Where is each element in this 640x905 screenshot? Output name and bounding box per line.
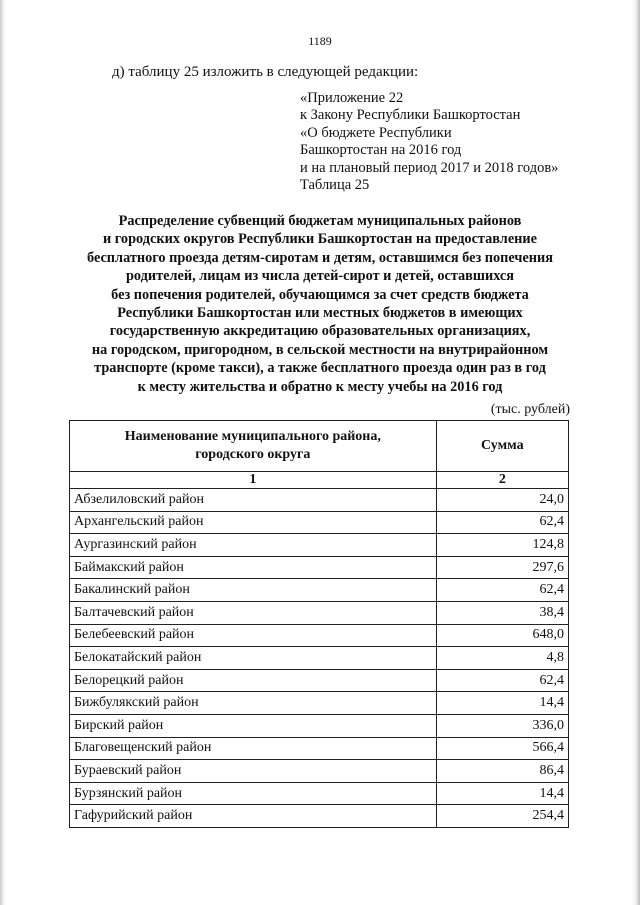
annex-line: к Закону Республики Башкортостан (300, 107, 521, 124)
amount-cell: 297,6 (436, 556, 568, 579)
table-row (70, 579, 569, 602)
amount-cell: 254,4 (436, 805, 568, 828)
annex-line: «О бюджете Республики (300, 124, 452, 141)
table-row (70, 669, 569, 692)
amount-cell: 124,8 (436, 534, 568, 557)
amount-cell: 62,4 (436, 669, 568, 692)
page-edge-right (632, 0, 640, 905)
amount-cell: 62,4 (436, 511, 568, 534)
table-row (70, 782, 569, 805)
subvention-table (69, 420, 569, 828)
amount-cell: 24,0 (436, 489, 568, 512)
table-header-row (70, 421, 569, 472)
header-name-cell (70, 421, 437, 472)
district-name-cell: Белебеевский район (70, 624, 437, 647)
table-row (70, 805, 569, 828)
header-name-line: Наименование муниципального района, (124, 429, 381, 444)
table-row (70, 601, 569, 624)
table-row (70, 556, 569, 579)
table-row (70, 714, 569, 737)
district-name-cell: Бижбулякский район (70, 692, 437, 715)
table-row (70, 624, 569, 647)
district-name-cell: Архангельский район (70, 511, 437, 534)
district-name-cell: Белокатайский район (70, 647, 437, 670)
heading-line: на городском, пригородном, в сельской местности на внутрирайонном (91, 341, 549, 358)
district-name-cell: Бураевский район (70, 760, 437, 783)
amount-cell: 62,4 (436, 579, 568, 602)
heading-line: родителей, лицам из числа детей-сирот и детей, оставшихся (125, 268, 515, 285)
district-name-cell: Балтачевский район (70, 601, 437, 624)
district-name-cell: Бурзянский район (70, 782, 437, 805)
table-heading (60, 212, 580, 396)
district-name-cell: Бакалинский район (70, 579, 437, 602)
district-name-cell: Благовещенский район (70, 737, 437, 760)
amount-cell: 14,4 (436, 782, 568, 805)
amount-cell: 566,4 (436, 737, 568, 760)
table-row (70, 647, 569, 670)
heading-line: и городских округов Республики Башкортостан на предоставление (102, 231, 537, 248)
column-number-2: 2 (436, 472, 568, 489)
district-name-cell: Аургазинский район (70, 534, 437, 557)
table-row (70, 692, 569, 715)
unit-label: (тыс. рублей) (490, 402, 570, 417)
heading-line: транспорте (кроме такси), а также бесплатного проезда один раз в год (94, 360, 546, 377)
heading-line: без попечения родителей, обучающимся за счет средств бюджета (111, 286, 529, 303)
table-row (70, 534, 569, 557)
amount-cell: 38,4 (436, 601, 568, 624)
heading-line: к месту жительства и обратно к месту учебы на 2016 год (137, 378, 503, 395)
heading-line: Республики Башкортостан или местных бюджетов в имеющих (117, 305, 523, 322)
amount-cell: 648,0 (436, 624, 568, 647)
table-row (70, 737, 569, 760)
table-row (70, 489, 569, 512)
annex-line: «Приложение 22 (300, 90, 404, 106)
header-name-line: городского округа (195, 447, 311, 462)
district-name-cell: Белорецкий район (70, 669, 437, 692)
table-row (70, 760, 569, 783)
district-name-cell: Гафурийский район (70, 805, 437, 828)
district-name-cell: Баймакский район (70, 556, 437, 579)
amount-cell: 336,0 (436, 714, 568, 737)
annex-line: и на плановый период 2017 и 2018 годов» (300, 159, 559, 176)
table-row (70, 511, 569, 534)
district-name-cell: Бирский район (70, 714, 437, 737)
instruction-text: д) таблицу 25 изложить в следующей редакции: (112, 64, 419, 80)
amount-cell: 14,4 (436, 692, 568, 715)
header-sum-cell: Сумма (436, 421, 568, 472)
annex-reference (300, 90, 558, 194)
district-name-cell: Абзелиловский район (70, 489, 437, 512)
annex-line: Башкортостан на 2016 год (300, 142, 462, 159)
page-edge-left (0, 0, 6, 905)
page-number: 1189 (308, 34, 332, 48)
heading-line: Распределение субвенций бюджетам муниципальных районов (118, 213, 522, 229)
heading-line: государственную аккредитацию образовательных организациях, (109, 323, 531, 340)
amount-cell: 4,8 (436, 647, 568, 670)
column-number-row (70, 472, 569, 489)
amount-cell: 86,4 (436, 760, 568, 783)
column-number-1: 1 (70, 472, 437, 489)
annex-line: Таблица 25 (300, 177, 370, 194)
heading-line: бесплатного проезда детям-сиротам и детям, оставшимся без попечения (86, 249, 554, 266)
